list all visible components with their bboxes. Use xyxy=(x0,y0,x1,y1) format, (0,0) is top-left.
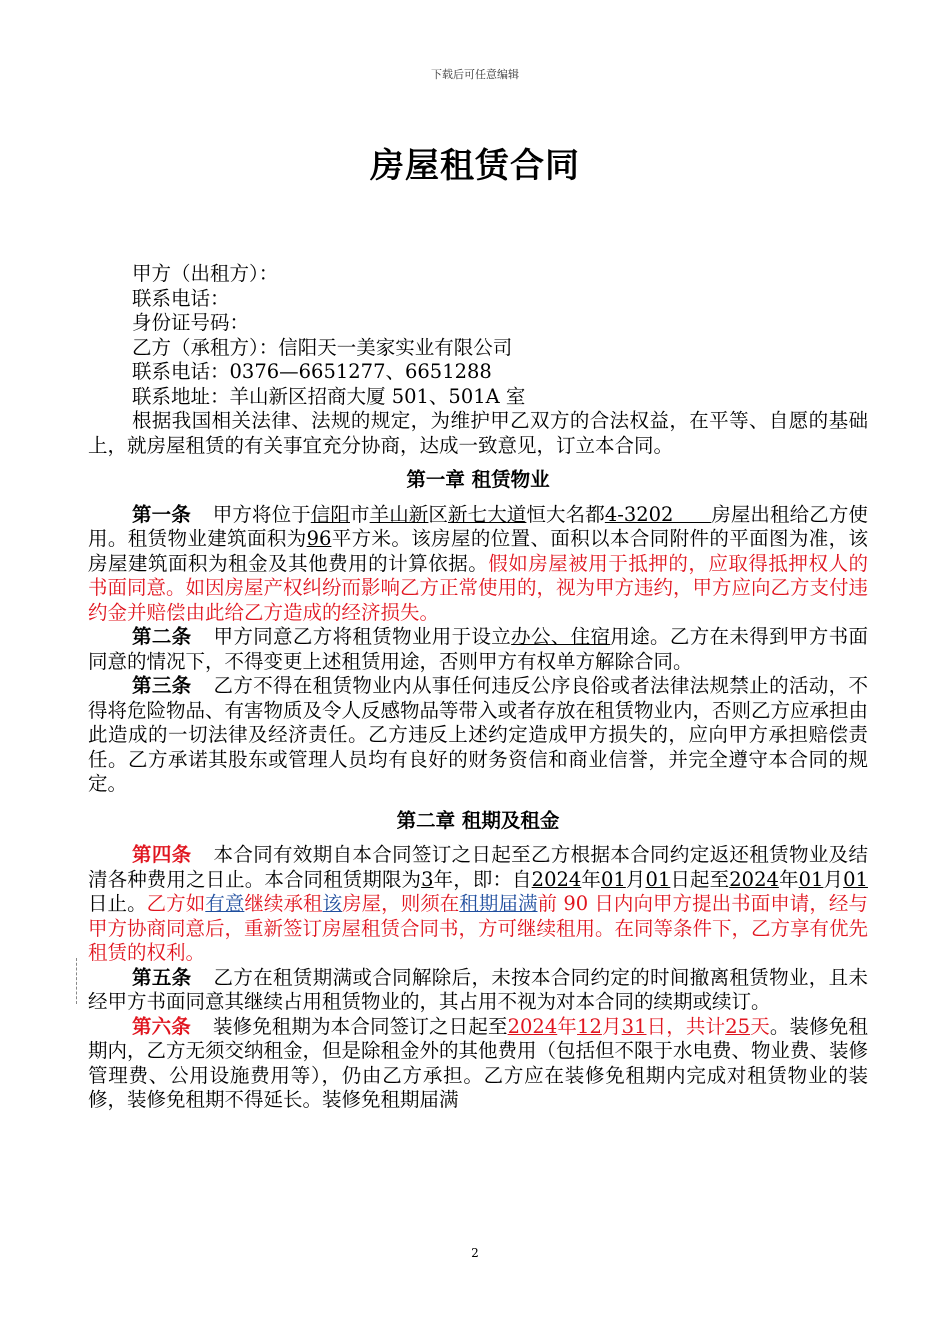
revision-margin-mark xyxy=(76,958,78,1004)
city-field: 信阳 xyxy=(310,502,350,526)
tracked-change-3: 租期届满 xyxy=(459,892,538,915)
article-6-label: 第六条 xyxy=(132,1014,191,1038)
use-field: 办公、住宿 xyxy=(511,625,611,648)
article-5-label: 第五条 xyxy=(132,965,192,989)
start-day-field: 01 xyxy=(645,867,671,891)
start-year-field: 2024 xyxy=(531,867,582,891)
article-5: 第五条 乙方在租赁期满或合同解除后，未按本合同约定的时间撤离租赁物业，且未经甲方书面同意其继续占用租赁物业的，其占用不视为对本合同的续期或续订。 xyxy=(88,965,868,1013)
party-a-id-line: 身份证号码： xyxy=(132,311,250,334)
end-month-field: 01 xyxy=(798,867,824,891)
chapter-1-heading: 第一章 租赁物业 xyxy=(406,468,550,491)
party-b-address-line: 联系地址：羊山新区招商大厦 501、501A 室 xyxy=(132,384,526,408)
article-6: 第六条 装修免租期为本合同签订之日起至2024年12月31日，共计25天。装修免租期内，乙方无须交纳租金，但是除租金外的其他费用（包括但不限于水电费、物业费、装修管理费、公用设施费用等），仍由乙方承担。乙方应在装修免租期内完成对租赁物业的装修，装修免租期不得延长。装修免租期届满 xyxy=(88,1014,869,1111)
end-year-field: 2024 xyxy=(729,867,779,891)
rent-free-day-field: 31 xyxy=(621,1014,647,1038)
rent-free-year-field: 2024 xyxy=(507,1014,558,1038)
unit-field: 4-3202 xyxy=(604,502,712,526)
party-a-phone-line: 联系电话： xyxy=(132,286,230,310)
preamble-paragraph: 根据我国相关法律、法规的规定，为维护甲乙双方的合法权益，在平等、自愿的基础上，就房屋租赁的有关事宜充分协商，达成一致意见，订立本合同。 xyxy=(88,409,868,457)
article-1-red-clause: 假如房屋被用于抵押的，应取得抵押权人的书面同意。如因房屋产权纠纷而影响乙方正常使用的，视为甲方违约，甲方应向乙方支付违约金并赔偿由此给乙方造成的经济损失。 xyxy=(88,551,869,624)
article-4: 第四条 本合同有效期自本合同签订之日起至乙方根据本合同约定返还租赁物业及结清各种费用之日止。本合同租赁期限为3年，即：自2024年01月01日起至2024年01月01日止。乙方如有意继续承租该房屋，则须在租期届满前 90 日内向甲方提出书面申请，经与甲方协商同意后，重新签订房屋租赁合同书，方可继续租用。在同等条件下，乙方享有优先租赁的权利。 xyxy=(88,843,869,964)
document-title: 房屋租赁合同 xyxy=(370,146,580,186)
tracked-change-1: 有意 xyxy=(205,892,245,915)
rent-free-days-field: 25 xyxy=(725,1014,751,1038)
start-month-field: 01 xyxy=(601,867,626,891)
party-b-phone-line: 联系电话：0376—6651277、6651288 xyxy=(132,360,492,383)
article-4-label: 第四条 xyxy=(132,843,192,866)
rent-free-month-field: 12 xyxy=(577,1014,602,1038)
article-2: 第二条 甲方同意乙方将租赁物业用于设立办公、住宿用途。乙方在未得到甲方书面同意的情况下，不得变更上述租赁用途，否则甲方有权单方解除合同。 xyxy=(88,625,868,673)
district-field: 羊山新 xyxy=(369,502,429,526)
page-number: 2 xyxy=(471,1246,479,1260)
end-day-field: 01 xyxy=(843,867,868,891)
party-b-line: 乙方（承租方）：信阳天一美家实业有限公司 xyxy=(132,335,513,359)
article-1: 第一条 甲方将位于信阳市羊山新区新七大道恒大名都4-3202 房屋出租给乙方使用。租赁物业建筑面积为96平方米。该房屋的位置、面积以本合同附件的平面图为准，该房屋建筑面积为租金及其他费用的计算依据。假如房屋被用于抵押的，应取得抵押权人的书面同意。如因房屋产权纠纷而影响乙方正常使用的，视为甲方违约，甲方应向乙方支付违约金并赔偿由此给乙方造成的经济损失。 xyxy=(88,502,869,624)
article-3: 第三条 乙方不得在租赁物业内从事任何违反公序良俗或者法律法规禁止的活动，不得将危险物品、有害物质及令人反感物品等带入或者存放在租赁物业内，否则乙方应承担由此造成的一切法律及经济责任。乙方违反上述约定造成甲方损失的，应向甲方承担赔偿责任。乙方承诺其股东或管理人员均有良好的财务资信和商业信誉，并完全遵守本合同的规定。 xyxy=(88,674,869,795)
party-a-line: 甲方（出租方）： xyxy=(132,262,279,285)
header-note: 下载后可任意编辑 xyxy=(431,68,519,81)
area-field: 96 xyxy=(306,527,332,550)
article-1-label: 第一条 xyxy=(132,502,191,526)
article-4-red-clause: 前 90 日内向甲方提出书面申请，经与甲方协商同意后，重新签订房屋租赁合同书，方可继续租用。在同等条件下，乙方享有优先租赁的权利。 xyxy=(88,892,869,964)
article-2-label: 第二条 xyxy=(132,625,192,648)
tracked-change-2: 该 xyxy=(322,892,343,915)
document-body xyxy=(88,262,868,1113)
term-years-field: 3 xyxy=(421,867,434,891)
article-3-label: 第三条 xyxy=(132,674,192,697)
chapter-2-heading: 第二章 租期及租金 xyxy=(396,808,560,832)
road-field: 新七大道 xyxy=(448,502,527,526)
